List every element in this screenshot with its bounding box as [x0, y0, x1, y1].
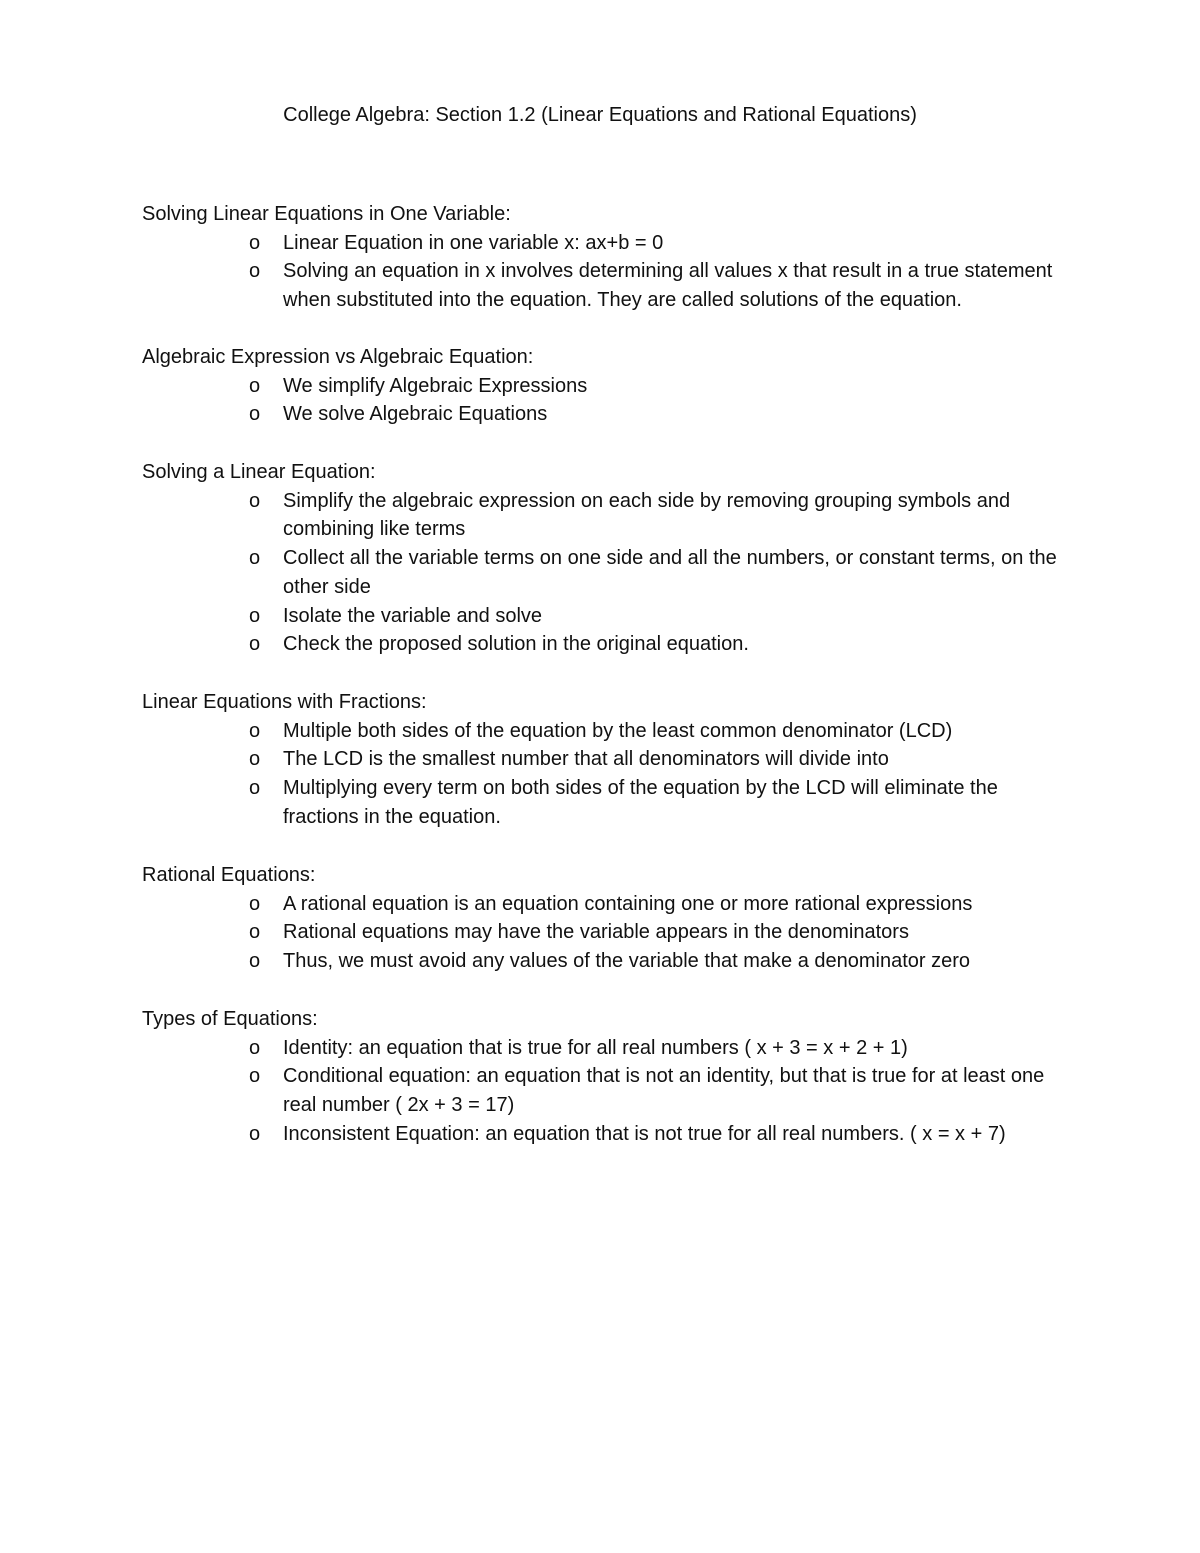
list-item-text: Solving an equation in x involves determining all values x that result in a true statement when substituted into the equation. They are called solutions of the equation. [283, 260, 1053, 312]
bullet-list [142, 372, 1072, 429]
section-heading: Algebraic Expression vs Algebraic Equation: [142, 346, 534, 368]
bullet-marker: o [249, 374, 261, 397]
section-heading: Linear Equations with Fractions: [142, 691, 427, 713]
bullet-marker: o [249, 1065, 261, 1088]
list-item [142, 745, 1073, 774]
list-item [142, 544, 1073, 601]
section-heading: Rational Equations: [142, 864, 316, 886]
list-item [142, 774, 1073, 831]
list-item-text: We simplify Algebraic Expressions [283, 374, 588, 397]
list-item [142, 400, 1073, 429]
bullet-marker: o [249, 231, 261, 254]
bullet-marker: o [249, 719, 261, 742]
list-item [142, 717, 1073, 746]
bullet-marker: o [249, 748, 261, 771]
section-linear-equations-with-fractions [142, 688, 1072, 832]
list-item-text: Rational equations may have the variable appears in the denominators [283, 921, 909, 944]
bullet-list [142, 717, 1072, 832]
bullet-marker: o [249, 260, 261, 283]
list-item-text: Linear Equation in one variable x: ax+b = 0 [283, 231, 664, 254]
list-item [142, 1062, 1073, 1119]
list-item [142, 372, 1073, 401]
bullet-marker: o [249, 633, 261, 656]
bullet-list [142, 890, 1072, 976]
bullet-marker: o [249, 547, 261, 570]
section-rational-equations [142, 861, 1072, 976]
list-item-text: Identity: an equation that is true for all real numbers ( x + 3 = x + 2 + 1) [283, 1036, 908, 1059]
list-item-text: Isolate the variable and solve [283, 604, 543, 627]
bullet-marker: o [249, 489, 261, 512]
list-item-text: Simplify the algebraic expression on each side by removing grouping symbols and combining like terms [283, 489, 1011, 541]
list-item-text: We solve Algebraic Equations [283, 403, 548, 426]
bullet-list [142, 487, 1072, 659]
section-heading: Solving a Linear Equation: [142, 461, 376, 483]
list-item [142, 1034, 1073, 1063]
list-item [142, 890, 1073, 919]
section-heading: Solving Linear Equations in One Variable: [142, 203, 511, 225]
bullet-marker: o [249, 1036, 261, 1059]
list-item [142, 947, 1073, 976]
section-solving-linear-equations [142, 200, 1072, 315]
bullet-marker: o [249, 950, 261, 973]
list-item [142, 918, 1073, 947]
bullet-list [142, 229, 1072, 315]
list-item-text: Multiple both sides of the equation by the least common denominator (LCD) [283, 719, 953, 742]
bullet-marker: o [249, 892, 261, 915]
list-item [142, 1120, 1073, 1149]
list-item-text: Check the proposed solution in the original equation. [283, 633, 749, 656]
section-heading: Types of Equations: [142, 1008, 318, 1030]
list-item-text: The LCD is the smallest number that all denominators will divide into [283, 748, 889, 771]
list-item [142, 229, 1073, 258]
bullet-marker: o [249, 1122, 261, 1145]
section-types-of-equations [142, 1005, 1072, 1149]
list-item [142, 630, 1073, 659]
bullet-list [142, 1034, 1072, 1149]
bullet-marker: o [249, 777, 261, 800]
list-item [142, 602, 1073, 631]
section-expression-vs-equation [142, 343, 1072, 429]
list-item-text: Multiplying every term on both sides of the equation by the LCD will eliminate the fractions in the equation. [283, 777, 998, 828]
page-title: College Algebra: Section 1.2 (Linear Equations and Rational Equations) [283, 104, 917, 126]
list-item-text: Inconsistent Equation: an equation that is not true for all real numbers. ( x = x + 7) [283, 1122, 1006, 1145]
bullet-marker: o [249, 403, 261, 426]
list-item-text: Collect all the variable terms on one side and all the numbers, or constant terms, on the other side [283, 547, 1057, 598]
list-item [142, 257, 1073, 314]
list-item-text: Thus, we must avoid any values of the variable that make a denominator zero [283, 950, 971, 973]
bullet-marker: o [249, 604, 261, 627]
list-item [142, 487, 1073, 544]
list-item-text: Conditional equation: an equation that is not an identity, but that is true for at least one real number ( 2x + 3 = 17) [283, 1065, 1045, 1117]
bullet-marker: o [249, 921, 261, 944]
section-solving-a-linear-equation [142, 458, 1072, 659]
list-item-text: A rational equation is an equation containing one or more rational expressions [283, 892, 973, 915]
